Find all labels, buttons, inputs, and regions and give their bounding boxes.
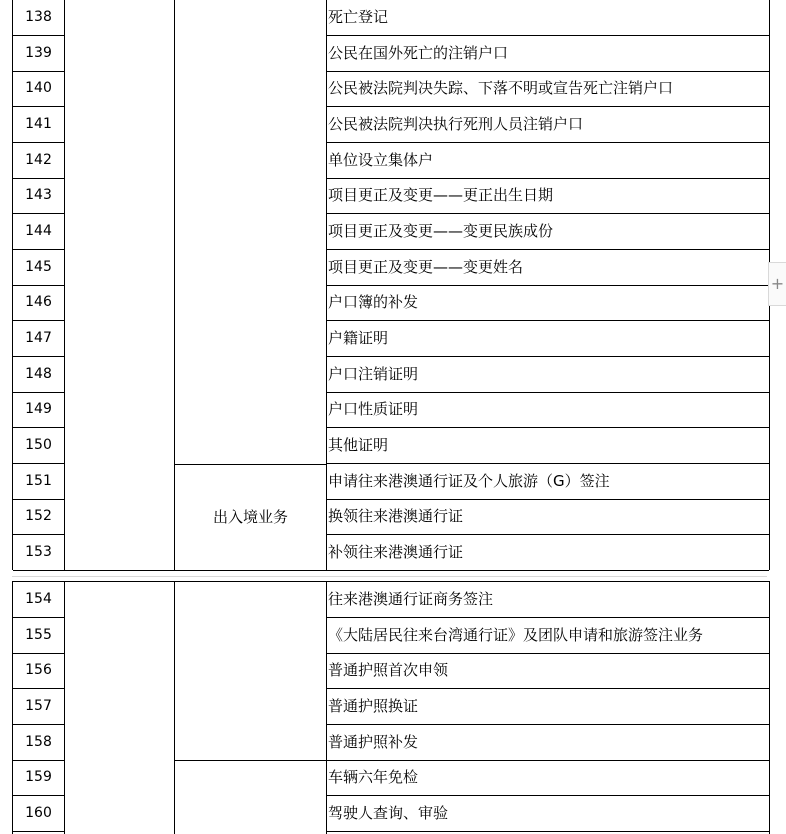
service-name: 车辆六年免检 (328, 768, 419, 786)
row-number: 141 (25, 116, 52, 132)
row-number: 149 (25, 401, 52, 417)
service-name: 公民被法院判决失踪、下落不明或宣告死亡注销户口 (328, 79, 674, 97)
service-name: 换领往来港澳通行证 (328, 507, 464, 525)
merged-blank-column (65, 0, 174, 570)
row-number: 157 (25, 698, 52, 714)
category-divider (174, 760, 327, 761)
row-number: 146 (25, 294, 52, 310)
row-number: 158 (25, 734, 52, 750)
row-number: 150 (25, 437, 52, 453)
row-number: 145 (25, 259, 52, 275)
page-break-rule (12, 576, 767, 577)
category-column (175, 582, 326, 834)
row-number: 154 (25, 591, 52, 607)
row-number: 153 (25, 544, 52, 560)
service-name: 普通护照首次申领 (328, 661, 449, 679)
expand-plus-button[interactable] (768, 262, 786, 306)
service-name: 驾驶人查询、审验 (328, 804, 449, 822)
service-name: 死亡登记 (328, 8, 389, 26)
category-divider (174, 464, 327, 465)
service-name: 户口性质证明 (328, 400, 419, 418)
service-name: 公民被法院判决执行死刑人员注销户口 (328, 115, 584, 133)
row-number: 142 (25, 152, 52, 168)
category-exit-entry: 出入境业务 (212, 508, 288, 526)
service-name: 申请往来港澳通行证及个人旅游（G）签注 (328, 472, 610, 490)
row-number: 159 (25, 769, 52, 785)
row-number: 147 (25, 330, 52, 346)
service-name: 公民在国外死亡的注销户口 (328, 44, 509, 62)
row-number: 144 (25, 223, 52, 239)
row-number: 148 (25, 366, 52, 382)
service-name: 项目更正及变更——变更民族成份 (328, 222, 554, 240)
category-column (175, 0, 326, 570)
service-name: 普通护照换证 (328, 697, 419, 715)
service-name: 补领往来港澳通行证 (328, 543, 464, 561)
row-number: 160 (25, 805, 52, 821)
row-number: 139 (25, 45, 52, 61)
service-name: 户口注销证明 (328, 365, 419, 383)
row-number: 143 (25, 187, 52, 203)
table-block-upper (12, 0, 770, 570)
service-name: 项目更正及变更——更正出生日期 (328, 186, 554, 204)
service-name: 其他证明 (328, 436, 389, 454)
row-number: 152 (25, 508, 52, 524)
service-name: 户籍证明 (328, 329, 389, 347)
service-name: 往来港澳通行证商务签注 (328, 590, 494, 608)
row-number: 138 (25, 9, 52, 25)
service-name: 户口簿的补发 (328, 293, 419, 311)
plus-icon: + (770, 274, 785, 293)
service-name: 普通护照补发 (328, 733, 419, 751)
row-number: 151 (25, 473, 52, 489)
row-number: 140 (25, 80, 52, 96)
table-block-lower (12, 581, 770, 834)
service-name: 项目更正及变更——变更姓名 (328, 258, 524, 276)
row-number: 155 (25, 627, 52, 643)
service-name: 单位设立集体户 (328, 151, 434, 169)
service-name: 《大陆居民往来台湾通行证》及团队申请和旅游签注业务 (328, 626, 704, 644)
row-number: 156 (25, 662, 52, 678)
merged-blank-column (65, 582, 174, 834)
